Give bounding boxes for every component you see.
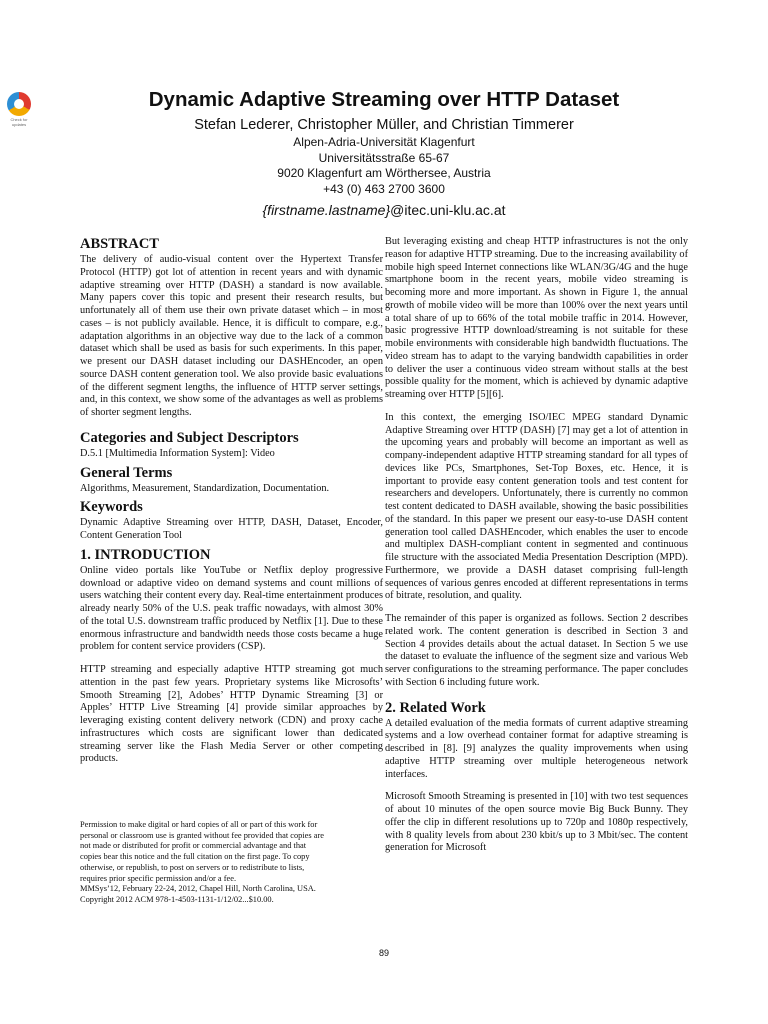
permission-line: otherwise, or republish, to post on servers or to redistribute to lists, xyxy=(80,862,305,872)
city-address: 9020 Klagenfurt am Wörthersee, Austria xyxy=(277,166,491,180)
related-work-paragraph-1: A detailed evaluation of the media formats of current adaptive streaming systems and a low overhead container format for adaptive streaming is described in [8]. [9] analyzes the quality improvements when using adaptive HTTP streaming over multiple heterogeneous network interfaces. xyxy=(385,717,688,780)
permission-line: copies bear this notice and the full citation on the first page. To copy xyxy=(80,852,310,862)
introduction-paragraph-2: HTTP streaming and especially adaptive HTTP streaming got much attention in the past few years. Proprietary systems like Microsofts’ Smooth Streaming [2], Adobes’ HTTP Dynamic Streaming [3] or Apples’ HTTP Live Streaming [4] provide similar approaches by leveraging existing content delivery network (CDN) and proxy cache infrastructures which costs are significant lower than dedicated streaming server like the Flash Media Server or other competing products. xyxy=(80,664,383,765)
author-list: Stefan Lederer, Christopher Müller, and Christian Timmerer xyxy=(194,117,574,133)
permission-line: requires prior specific permission and/or a fee. xyxy=(80,873,237,883)
related-work-heading: 2. Related Work xyxy=(385,699,486,716)
abstract-heading: ABSTRACT xyxy=(80,236,159,252)
right-column xyxy=(385,236,688,865)
conference-line: MMSys’12, February 22-24, 2012, Chapel Hill, North Carolina, USA. xyxy=(80,884,316,894)
email-address xyxy=(0,201,768,219)
badge-label: Check for updates xyxy=(10,117,28,127)
introduction-heading: 1. INTRODUCTION xyxy=(80,546,211,563)
permission-line: personal or classroom use is granted without fee provided that copies are xyxy=(80,830,324,840)
categories-text: D.5.1 [Multimedia Information System]: Video xyxy=(80,447,275,459)
keywords-text: Dynamic Adaptive Streaming over HTTP, DASH, Dataset, Encoder, Content Generation Tool xyxy=(80,517,383,541)
street-address: Universitätsstraße 65-67 xyxy=(318,150,450,165)
intro-paragraph-4: In this context, the emerging ISO/IEC MPEG standard Dynamic Adaptive Streaming over HTTP (DASH) [7] may get a lot of attention in the upcoming years and probably will become an important as well as company-independent adaptive HTTP streaming standard for all types of devices like PCs, Smartphones, Set-Top Boxes, etc. Hence, it is important to provide easy content generation tools and test content for researchers and developers. Unfortunately, there is currently no common test content dedicated to DASH available, showing the basic possibilities of the standard. In this paper we present our easy-to-use DASH content generation tool called DASHEncoder, which enables the user to encode and multiplex DASH-compliant content in segmented and continuous file structure with the associated Media Presentation Description (MPD). Furthermore, we provide a DASH dataset comprising full-length sequences of various genres encoded at different representations in terms of bitrate, resolution, and quality. xyxy=(385,411,688,602)
paper-title: Dynamic Adaptive Streaming over HTTP Dataset xyxy=(148,88,620,111)
categories-heading: Categories and Subject Descriptors xyxy=(80,429,299,446)
related-work-paragraph-2: Microsoft Smooth Streaming is presented in [10] with two test sequences of about 10 minutes of the open source movie Big Buck Bunny. They offer the clip in different resolutions up to 720p and 1080p respectively, with 8 quality levels from about 230 kbit/s up to 3 Mbit/sec. The content generation for Microsoft xyxy=(385,791,688,854)
email-prefix: {firstname.lastname} xyxy=(262,202,391,218)
intro-paragraph-5: The remainder of this paper is organized as follows. Section 2 describes related work. The content generation is described in Section 3 and Section 4 provides details about the actual dataset. In Section 5 we use the dataset to evaluate the influence of the segment size and various Web server configurations to the streaming performance. The paper concludes with Section 6 including future work. xyxy=(385,613,688,688)
permission-line: Permission to make digital or hard copies of all or part of this work for xyxy=(80,820,318,829)
general-terms-heading: General Terms xyxy=(80,464,173,481)
page-number: 89 xyxy=(378,948,389,958)
phone-number: +43 (0) 463 2700 3600 xyxy=(323,181,445,196)
affiliation: Alpen-Adria-Universität Klagenfurt xyxy=(293,135,475,149)
abstract-text: The delivery of audio-visual content over the Hypertext Transfer Protocol (HTTP) got lot of attention in recent years and with dynamic adaptive streaming over HTTP (DASH) a standard is now available. Many papers cover this topic and present their research results, but unfortunately all of them use their own private dataset which – in most cases – is not publicly available. Hence, it is difficult to compare, e.g., adaptation algorithms in an objective way due to the lack of a common dataset which shall be used as basis for such experiments. In this paper, we present our DASH dataset including our DASHEncoder, an open source DASH content generation tool. We also provide basic evaluations of the different segment lengths, the influence of HTTP server settings, and, in this context, we show some of the advantages as well as problems of shorter segment lengths. xyxy=(80,254,383,418)
left-column xyxy=(80,236,383,776)
permission-notice xyxy=(80,820,380,906)
permission-line: not made or distributed for profit or commercial advantage and that xyxy=(80,841,307,851)
email-domain: @itec.uni-klu.ac.at xyxy=(390,202,506,218)
intro-paragraph-3: But leveraging existing and cheap HTTP infrastructures is not the only reason for adaptive HTTP streaming. Due to the increasing availability of mobile high speed Internet connections like WLAN/3G/4G and the huge smartphone boom in the recent years, mobile video streaming is becoming more and more important. As shown in Figure 1, the annual growth of mobile video will be more than 100% over the next years until a total share of up to 66% of the total mobile traffic in 2014. However, basic progressive HTTP download/streaming is not suitable for these mobile environments with considerable high bandwidth fluctuations. The video stream has to adapt to the varying bandwidth capabilities in order to deliver the user a continuous video stream without stalls at the best possible quality for the moment, which is achieved by dynamic adaptive streaming over HTTP [5][6]. xyxy=(385,236,688,400)
copyright-line: Copyright 2012 ACM 978-1-4503-1131-1/12/02...$10.00. xyxy=(80,894,274,904)
general-terms-text: Algorithms, Measurement, Standardization, Documentation. xyxy=(80,482,330,494)
keywords-heading: Keywords xyxy=(80,499,143,516)
paper-header xyxy=(0,86,768,219)
introduction-paragraph-1: Online video portals like YouTube or Netflix deploy progressive download or adaptive video on demand systems and count millions of users watching their content every day. Real-time entertainment produces already nearly 50% of the U.S. peak traffic nowadays, with almost 30% of the total U.S. downstream traffic produced by Netflix [1]. Due to these enormous infrastructure and bandwidth needs those costs became a huge problem for content service providers (CSP). xyxy=(80,564,383,653)
